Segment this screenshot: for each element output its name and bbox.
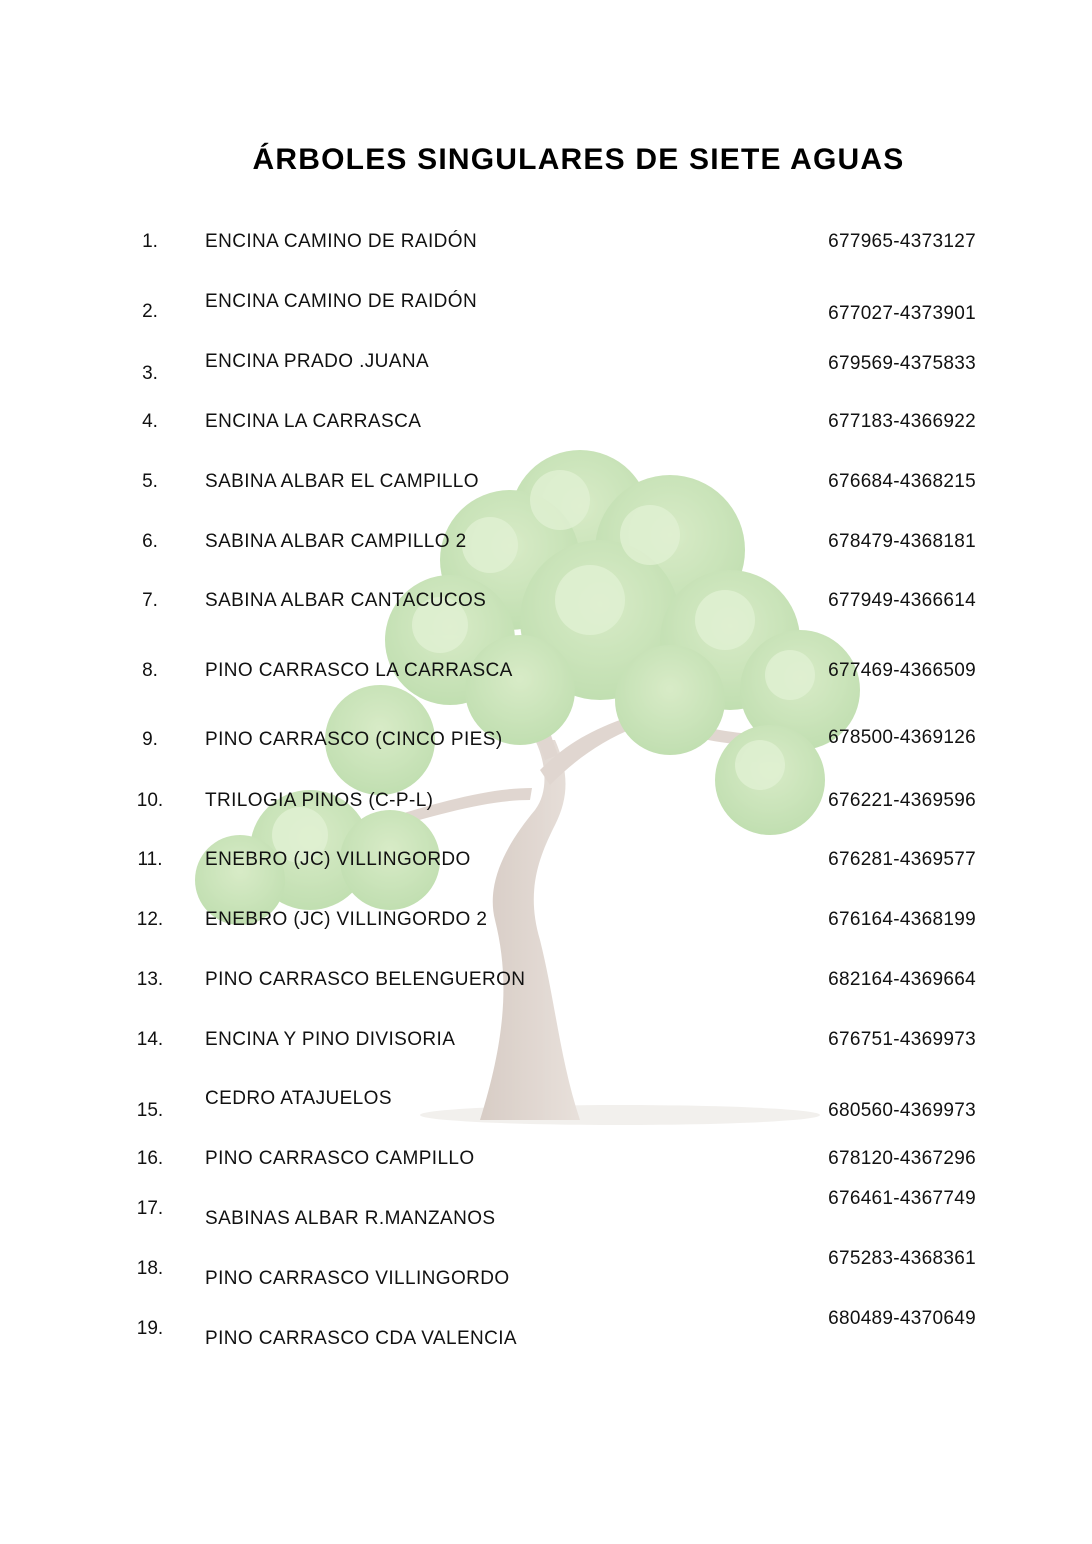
- tree-name: PINO CARRASCO CDA VALENCIA: [205, 1328, 518, 1349]
- tree-name: PINO CARRASCO (CINCO PIES): [205, 729, 503, 750]
- tree-list-item: [0, 351, 1092, 384]
- tree-number: 18.: [136, 1258, 164, 1279]
- tree-name: ENEBRO (JC) VILLINGORDO 2: [205, 909, 488, 930]
- tree-list-item: [0, 291, 1092, 324]
- tree-number: 15.: [136, 1100, 164, 1121]
- tree-coordinates: 677965-4373127: [828, 231, 976, 252]
- tree-list-item: [0, 1308, 1092, 1358]
- tree-number: 8.: [142, 660, 158, 681]
- page-title: ÁRBOLES SINGULARES DE SIETE AGUAS: [252, 143, 905, 176]
- tree-list-item: [0, 1029, 1092, 1059]
- tree-coordinates: 676164-4368199: [828, 909, 976, 930]
- tree-coordinates: 676461-4367749: [828, 1188, 976, 1209]
- tree-coordinates: 675283-4368361: [828, 1248, 976, 1269]
- tree-number: 6.: [142, 531, 158, 552]
- tree-number: 13.: [136, 969, 164, 990]
- tree-coordinates: 676221-4369596: [828, 790, 976, 811]
- tree-coordinates: 680560-4369973: [828, 1100, 976, 1121]
- tree-list-item: [0, 471, 1092, 501]
- tree-name: PINO CARRASCO VILLINGORDO: [205, 1268, 510, 1289]
- tree-coordinates: 680489-4370649: [828, 1308, 976, 1329]
- tree-name: SABINAS ALBAR R.MANZANOS: [205, 1208, 496, 1229]
- tree-list-item: [0, 1248, 1092, 1298]
- tree-list-item: [0, 1148, 1092, 1178]
- tree-name: ENEBRO (JC) VILLINGORDO: [205, 849, 471, 870]
- tree-number: 4.: [142, 411, 158, 432]
- tree-list-item: [0, 790, 1092, 820]
- tree-name: ENCINA CAMINO DE RAIDÓN: [205, 291, 478, 312]
- tree-number: 14.: [136, 1029, 164, 1050]
- tree-coordinates: 678479-4368181: [828, 531, 976, 552]
- tree-list-item: [0, 969, 1092, 999]
- tree-number: 7.: [142, 590, 158, 611]
- tree-name: ENCINA CAMINO DE RAIDÓN: [205, 231, 478, 252]
- tree-number: 11.: [137, 849, 163, 870]
- tree-number: 16.: [136, 1148, 164, 1169]
- tree-name: ENCINA LA CARRASCA: [205, 411, 422, 432]
- tree-coordinates: 677469-4366509: [828, 660, 976, 681]
- tree-coordinates: 677183-4366922: [828, 411, 976, 432]
- tree-list-item: [0, 660, 1092, 690]
- tree-coordinates: 679569-4375833: [828, 353, 976, 374]
- tree-list-item: [0, 1188, 1092, 1238]
- tree-name: ENCINA Y PINO DIVISORIA: [205, 1029, 456, 1050]
- tree-name: PINO CARRASCO CAMPILLO: [205, 1148, 475, 1169]
- tree-list-item: [0, 411, 1092, 441]
- tree-coordinates: 676684-4368215: [828, 471, 976, 492]
- tree-coordinates: 678120-4367296: [828, 1148, 976, 1169]
- tree-coordinates: 678500-4369126: [828, 727, 976, 748]
- tree-name: TRILOGIA PINOS (C-P-L): [205, 790, 434, 811]
- tree-list-item: [0, 1088, 1092, 1121]
- tree-number: 12.: [136, 909, 164, 930]
- tree-list-item: [0, 909, 1092, 939]
- tree-list-item: [0, 849, 1092, 879]
- tree-list-item: [0, 531, 1092, 561]
- tree-name: SABINA ALBAR CAMPILLO 2: [205, 531, 467, 552]
- tree-coordinates: 676751-4369973: [828, 1029, 976, 1050]
- tree-name: PINO CARRASCO BELENGUERON: [205, 969, 526, 990]
- tree-number: 9.: [142, 729, 158, 750]
- tree-number: 1.: [142, 231, 158, 252]
- tree-list-item: [0, 590, 1092, 620]
- tree-coordinates: 677027-4373901: [828, 303, 976, 324]
- tree-name: SABINA ALBAR CANTACUCOS: [205, 590, 487, 611]
- tree-number: 5.: [142, 471, 158, 492]
- tree-name: ENCINA PRADO .JUANA: [205, 351, 430, 372]
- tree-name: PINO CARRASCO LA CARRASCA: [205, 660, 513, 681]
- tree-name: SABINA ALBAR EL CAMPILLO: [205, 471, 479, 492]
- tree-number: 17.: [136, 1198, 164, 1219]
- tree-coordinates: 677949-4366614: [828, 590, 976, 611]
- tree-list-item: [0, 231, 1092, 261]
- tree-number: 10.: [136, 790, 164, 811]
- tree-list-item: [0, 729, 1092, 759]
- tree-number: 2.: [142, 301, 158, 322]
- tree-number: 19.: [136, 1318, 164, 1339]
- tree-name: CEDRO ATAJUELOS: [205, 1088, 392, 1109]
- tree-coordinates: 682164-4369664: [828, 969, 976, 990]
- tree-number: 3.: [142, 363, 158, 384]
- tree-coordinates: 676281-4369577: [828, 849, 976, 870]
